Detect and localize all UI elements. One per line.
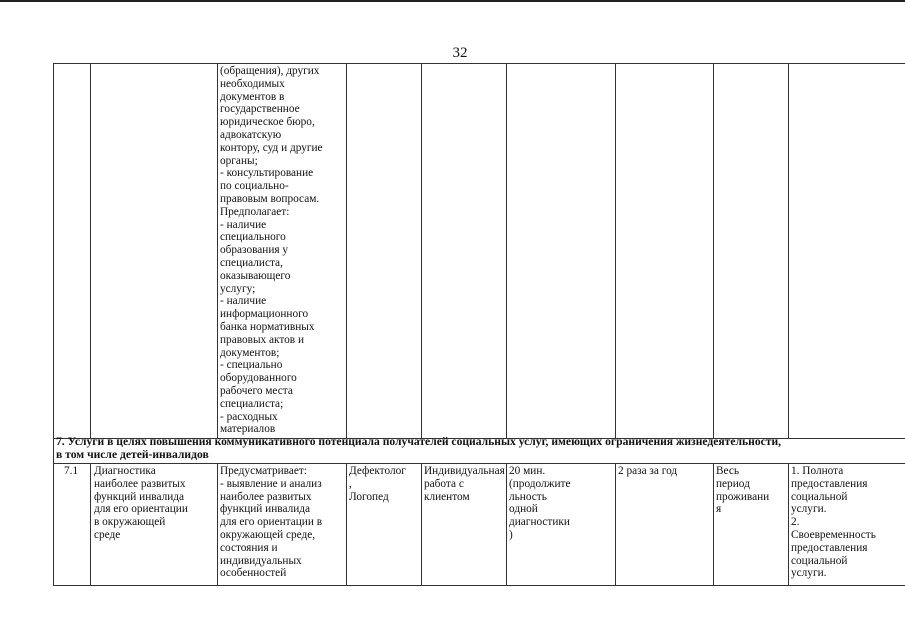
- text-line: услуги.: [791, 567, 827, 580]
- text-line: специалиста;: [220, 397, 284, 410]
- text-line: 20 мин.: [509, 465, 546, 477]
- duration-cell: [506, 464, 615, 542]
- frequency-cell: [615, 464, 713, 478]
- text-line: Диагностика: [94, 465, 156, 477]
- text-line: 1. Полнота: [791, 465, 844, 477]
- text-line: среде: [94, 528, 121, 541]
- text-line: состояния и: [220, 541, 278, 554]
- text-line: юридическое бюро,: [220, 116, 315, 129]
- text-line: специалиста,: [220, 256, 283, 269]
- text-line: 2 раза за год: [618, 465, 678, 477]
- text-line: ,: [349, 477, 352, 490]
- text-line: Дефектолог: [349, 465, 406, 477]
- text-line: (продолжите: [509, 477, 571, 490]
- text-line: - наличие: [220, 295, 267, 308]
- period-cell: [713, 464, 788, 516]
- text-line: для его ориентации в: [220, 516, 323, 529]
- page-number: 32: [452, 45, 468, 61]
- text-line: контору, суд и другие: [220, 141, 323, 154]
- text-line: функций инвалида: [220, 503, 311, 516]
- text-line: оказывающего: [220, 269, 291, 282]
- text-line: правовых актов и: [220, 333, 305, 346]
- text-line: ): [509, 528, 513, 541]
- text-line: период: [716, 477, 750, 490]
- text-line: для его ориентации: [94, 503, 188, 516]
- col-divider: [615, 463, 616, 586]
- text-line: услуги.: [791, 503, 827, 516]
- table-border-left: [53, 63, 54, 586]
- text-line: 7.1: [64, 465, 79, 477]
- text-line: 2.: [791, 516, 800, 529]
- text-line: диагностики: [509, 516, 570, 529]
- quality-criteria-cell: [788, 464, 905, 580]
- text-line: социальной: [791, 554, 848, 567]
- text-line: органы;: [220, 154, 258, 167]
- text-line: - наличие: [220, 218, 267, 231]
- text-line: - консультирование: [220, 167, 314, 180]
- text-line: - специально: [220, 359, 283, 372]
- text-line: (обращения), других: [220, 65, 320, 77]
- text-line: индивидуальных: [220, 554, 302, 567]
- text-line: документов;: [220, 346, 280, 359]
- table-border-bottom: [53, 585, 905, 586]
- page-top-border: [0, 0, 905, 2]
- text-line: образования у: [220, 244, 289, 257]
- text-line: услугу;: [220, 282, 256, 295]
- text-line: предоставления: [791, 541, 868, 554]
- col-divider: [90, 63, 91, 438]
- text-line: проживани: [716, 490, 770, 503]
- text-line: информационного: [220, 308, 309, 321]
- text-line: необходимых: [220, 77, 285, 90]
- text-line: рабочего места: [220, 384, 293, 397]
- text-line: в окружающей: [94, 516, 166, 529]
- service-name-cell: [91, 464, 217, 542]
- text-line: материалов: [220, 423, 276, 436]
- specialist-cell: [346, 464, 421, 503]
- service-description-cell: [217, 64, 347, 436]
- text-line: предоставления: [791, 477, 868, 490]
- text-line: окружающей среде,: [220, 528, 316, 541]
- text-line: особенностей: [220, 567, 287, 580]
- text-line: Весь: [716, 465, 739, 477]
- text-line: работа с: [424, 477, 464, 490]
- text-line: льность: [509, 490, 547, 503]
- text-line: наиболее развитых: [94, 477, 186, 490]
- text-line: - выявление и анализ: [220, 477, 322, 490]
- text-line: Логопед: [349, 490, 389, 503]
- text-line: социальной: [791, 490, 848, 503]
- text-line: Предусматривает:: [220, 465, 307, 477]
- text-line: банка нормативных: [220, 320, 315, 333]
- text-line: по социально-: [220, 180, 289, 193]
- text-line: Своевременность: [791, 528, 876, 541]
- col-divider: [421, 63, 422, 438]
- service-description-cell: [217, 464, 346, 580]
- text-line: оборудованного: [220, 372, 297, 385]
- text-line: специального: [220, 231, 286, 244]
- col-divider: [713, 63, 714, 438]
- text-line: одной: [509, 503, 538, 516]
- text-line: адвокатскую: [220, 128, 282, 141]
- section-heading: [53, 436, 905, 461]
- text-line: - расходных: [220, 410, 278, 423]
- col-divider: [788, 63, 789, 438]
- text-line: Предполагает:: [220, 205, 290, 218]
- section-title-line: 7. Услуги в целях повышения коммуникативного потенциала получателей социальных услуг, имеющих ограничения жизнедеятельности,: [56, 435, 782, 448]
- text-line: я: [716, 503, 722, 516]
- work-form-cell: [421, 464, 506, 503]
- table-border-top: [53, 63, 905, 64]
- text-line: государственное: [220, 103, 300, 116]
- text-line: функций инвалида: [94, 490, 185, 503]
- text-line: правовым вопросам.: [220, 192, 320, 205]
- text-line: документов в: [220, 90, 285, 103]
- col-divider: [506, 63, 507, 438]
- text-line: Индивидуальная: [424, 465, 505, 477]
- section-title-line: в том числе детей-инвалидов: [56, 447, 209, 461]
- text-line: наиболее развитых: [220, 490, 312, 503]
- text-line: клиентом: [424, 490, 470, 503]
- services-table: [53, 63, 905, 586]
- row-number: [61, 464, 90, 478]
- col-divider: [615, 63, 616, 438]
